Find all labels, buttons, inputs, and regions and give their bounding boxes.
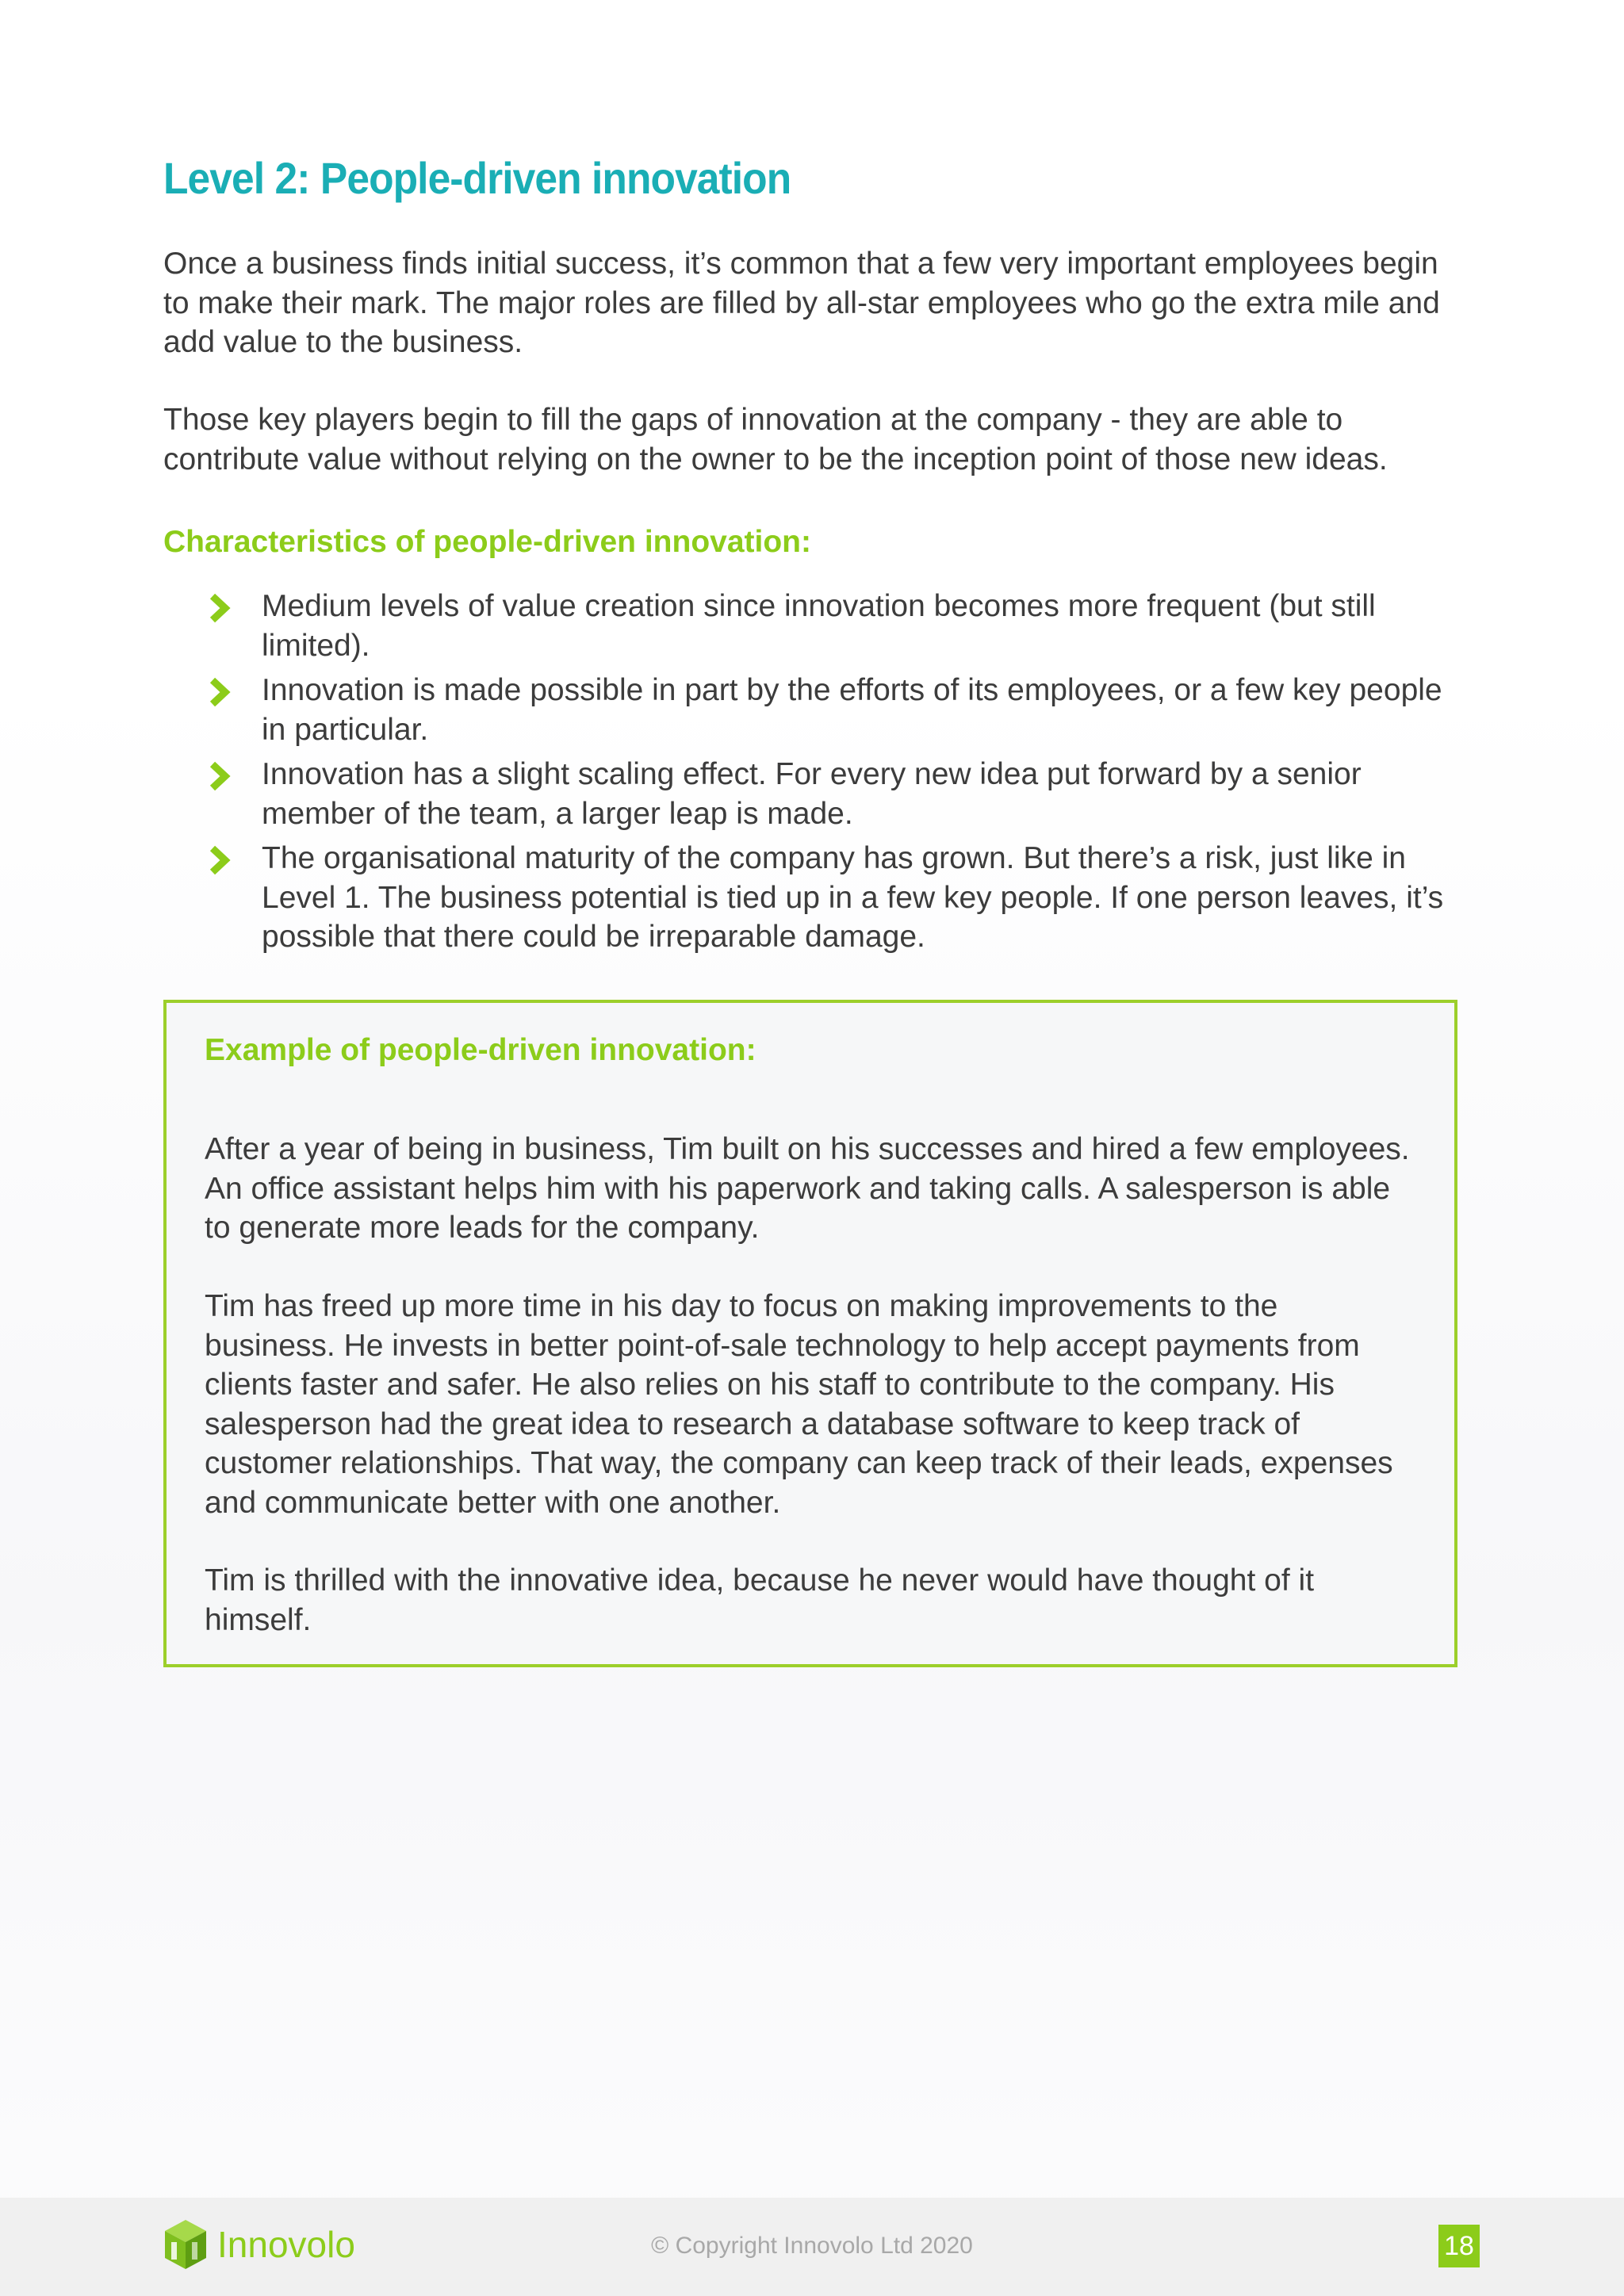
chevron-right-icon: [208, 761, 232, 791]
example-paragraph-2: Tim has freed up more time in his day to focus on making improvements to the business. He invests in better point-of-sale technology to help accept payments from clients faster and safer. He also relies on his staff to contribute to the company. His salesperson had the great idea to research a database software to keep track of customer relationships. That way, the company can keep track of their leads, expenses and communicate better with one another.: [205, 1289, 1393, 1520]
page-footer: [0, 2198, 1624, 2296]
characteristic-item: [163, 755, 1464, 833]
characteristic-text: Innovation has a slight scaling effect. For every new idea put forward by a senior member of the team, a larger leap is made.: [262, 757, 1362, 831]
characteristic-item: [163, 671, 1464, 749]
characteristic-text: Innovation is made possible in part by the efforts of its employees, or a few key people in particular.: [262, 673, 1442, 747]
characteristic-item: [163, 839, 1464, 957]
page-heading: Level 2: People-driven innovation: [163, 153, 791, 203]
intro-paragraph-1: Once a business finds initial success, it’s common that a few very important employees begin to make their mark. The major roles are filled by all-star employees who go the extra mile and add value to the business.: [163, 247, 1440, 359]
page-number-badge: 18: [1438, 2225, 1480, 2267]
example-paragraph-1: After a year of being in business, Tim built on his successes and hired a few employees. An office assistant helps him with his paperwork and taking calls. A salesperson is able to generate more leads for the company.: [205, 1132, 1410, 1245]
intro-paragraph-2: Those key players begin to fill the gaps of innovation at the company - they are able to contribute value without relying on the owner to be the inception point of those new ideas.: [163, 403, 1388, 476]
copyright-text: © Copyright Innovolo Ltd 2020: [651, 2233, 973, 2259]
chevron-right-icon: [208, 677, 232, 707]
example-heading: Example of people-driven innovation:: [205, 1033, 756, 1067]
chevron-right-icon: [208, 593, 232, 623]
example-callout-box: [163, 1000, 1457, 1667]
characteristics-list: [163, 587, 1464, 962]
example-paragraph-3: Tim is thrilled with the innovative idea, because he never would have thought of it himself.: [205, 1563, 1315, 1637]
characteristic-text: Medium levels of value creation since innovation becomes more frequent (but still limited).: [262, 589, 1376, 663]
characteristic-item: [163, 587, 1464, 665]
chevron-right-icon: [208, 845, 232, 875]
logo-text: Innovolo: [217, 2224, 355, 2265]
characteristic-text: The organisational maturity of the company has grown. But there’s a risk, just like in Level 1. The business potential is tied up in a few key people. If one person leaves, it’s possible that there could be irreparable damage.: [262, 841, 1444, 954]
characteristics-heading: Characteristics of people-driven innovation:: [163, 525, 811, 559]
